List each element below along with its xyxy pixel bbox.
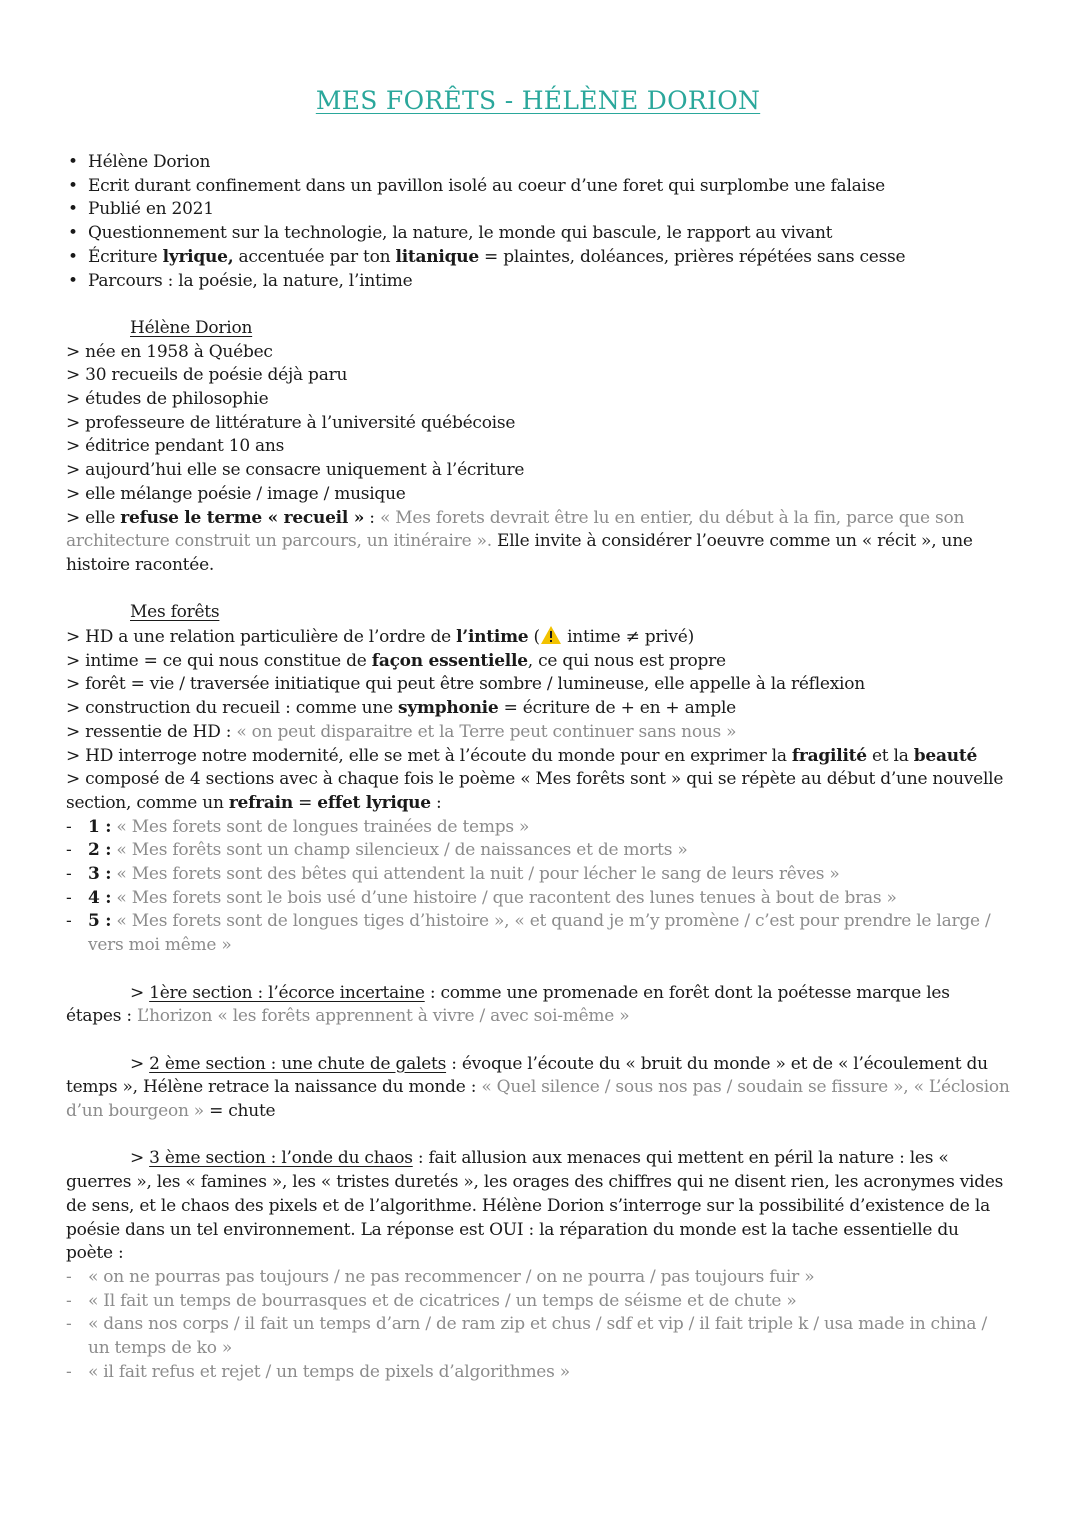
text-run: > construction du recueil : comme une bbox=[66, 698, 399, 719]
section-title: 2 ème section : une chute de galets bbox=[149, 1053, 447, 1074]
text-run: intime ≠ privé) bbox=[561, 627, 694, 648]
quote-text: « on peut disparaitre et la Terre peut continuer sans nous » bbox=[236, 721, 737, 742]
bio-line: > études de philosophie bbox=[66, 389, 269, 410]
section-3-quotes bbox=[66, 1266, 1010, 1385]
text-run: Elle invite à considérer l’oeuvre comme un « récit », une histoire racontée. bbox=[66, 531, 973, 575]
quote-text: « Quel silence / sous nos pas / soudain se fissure », « L’éclosion d’un bourgeon » bbox=[66, 1077, 1010, 1122]
bio-line: > née en 1958 à Québec bbox=[66, 341, 273, 362]
text-run: > bbox=[130, 982, 150, 1003]
bold-text: litanique bbox=[395, 246, 479, 267]
quote-text: L’horizon « les forêts apprennent à vivre / avec soi-même » bbox=[136, 1006, 630, 1027]
text-run: > composé de 4 sections avec à chaque fois le poème « Mes forêts sont » qui se répète au début d’une nouvelle section, comme un bbox=[66, 769, 1004, 813]
bold-text: refrain bbox=[228, 792, 293, 813]
list-item bbox=[66, 839, 1010, 863]
item-number: 3 : bbox=[88, 864, 112, 885]
text-run: accentuée par ton bbox=[233, 246, 396, 267]
list-item: - « il fait refus et rejet / un temps de pixels d’algorithmes » bbox=[66, 1361, 1010, 1385]
item-number: 5 : bbox=[88, 911, 112, 932]
text-run: > HD interroge notre modernité, elle se met à l’écoute du monde pour en exprimer la bbox=[66, 745, 792, 766]
list-item: • Publié en 2021 bbox=[66, 198, 1010, 222]
bio-line: > aujourd’hui elle se consacre uniquement à l’écriture bbox=[66, 460, 525, 481]
text-run: : comme une promenade en forêt dont la poétesse marque les étapes : bbox=[66, 982, 950, 1027]
item-number: 2 : bbox=[88, 840, 112, 861]
bold-text: beauté bbox=[913, 745, 978, 766]
forets-line bbox=[66, 697, 1010, 721]
list-item: • Hélène Dorion bbox=[66, 151, 1010, 175]
bold-text: symphonie bbox=[398, 698, 499, 719]
item-number: 4 : bbox=[88, 887, 112, 908]
forets-line bbox=[66, 650, 1010, 674]
item-number: 1 : bbox=[88, 816, 112, 837]
forets-items bbox=[66, 816, 1010, 958]
list-item: • Parcours : la poésie, la nature, l’intime bbox=[66, 270, 1010, 294]
forets-heading: Mes forêts bbox=[130, 602, 220, 623]
text-run: : bbox=[430, 792, 442, 813]
list-item bbox=[66, 816, 1010, 840]
bio-line: > professeure de littérature à l’université québécoise bbox=[66, 412, 516, 433]
section-title: 1ère section : l’écorce incertaine bbox=[149, 982, 425, 1003]
forets-line bbox=[66, 625, 1010, 650]
text-run: : évoque l’écoute du « bruit du monde » et de « l’écoulement du temps », Hélène retrace la naissance du monde : bbox=[66, 1053, 988, 1098]
text-run: = chute bbox=[203, 1101, 276, 1122]
list-item bbox=[66, 887, 1010, 911]
quote-text: « Mes forets sont le bois usé d’une histoire / que racontent des lunes tenues à bout de bras » bbox=[111, 887, 897, 908]
text-run: ( bbox=[528, 627, 540, 648]
list-item bbox=[66, 246, 1010, 270]
quote-text: « Mes forets sont de longues trainées de temps » bbox=[111, 816, 530, 837]
text-run: = plaintes, doléances, prières répétées sans cesse bbox=[478, 246, 906, 267]
bold-text: lyrique, bbox=[162, 246, 234, 267]
bold-text: fragilité bbox=[791, 745, 867, 766]
section-3-paragraph bbox=[66, 1147, 1010, 1266]
text-run: > ressentie de HD : bbox=[66, 721, 237, 742]
forets-line: > forêt = vie / traversée initiatique qui peut être sombre / lumineuse, elle appelle à la réflexion bbox=[66, 674, 865, 695]
forets-line bbox=[66, 745, 1010, 769]
bold-text: effet lyrique bbox=[317, 792, 431, 813]
section-2-paragraph bbox=[66, 1053, 1010, 1124]
bio-line: > elle mélange poésie / image / musique bbox=[66, 483, 406, 504]
text-run: > bbox=[130, 1053, 150, 1074]
text-run: > elle bbox=[66, 507, 121, 528]
text-run: = écriture de + en + ample bbox=[498, 698, 736, 719]
text-run: Écriture bbox=[88, 246, 163, 267]
forets-line bbox=[66, 721, 1010, 745]
text-run: > intime = ce qui nous constitue de bbox=[66, 650, 372, 671]
bold-text: l’intime bbox=[456, 627, 529, 648]
list-item bbox=[66, 863, 1010, 887]
section-title: 3 ème section : l’onde du chaos bbox=[149, 1148, 413, 1169]
list-item: - « Il fait un temps de bourrasques et de cicatrices / un temps de séisme et de chute » bbox=[66, 1290, 1010, 1314]
list-item: • Ecrit durant confinement dans un pavillon isolé au coeur d’une foret qui surplombe une falaise bbox=[66, 175, 1010, 199]
quote-text: « Mes forets sont des bêtes qui attendent la nuit / pour lécher le sang de leurs rêves » bbox=[111, 864, 840, 885]
quote-text: « Mes forets devrait être lu en entier, du début à la fin, parce que son architecture construit un parcours, un itinéraire ». bbox=[66, 507, 965, 552]
bold-text: refuse le terme « recueil » bbox=[120, 507, 365, 528]
text-run: > HD a une relation particulière de l’ordre de bbox=[66, 627, 457, 648]
bold-text: façon essentielle bbox=[371, 650, 528, 671]
text-run: et la bbox=[866, 745, 914, 766]
bio-line: > 30 recueils de poésie déjà paru bbox=[66, 365, 348, 386]
list-item: - « on ne pourras pas toujours / ne pas recommencer / on ne pourra / pas toujours fuir » bbox=[66, 1266, 1010, 1290]
intro-bullets bbox=[66, 151, 1010, 293]
text-run: > bbox=[130, 1148, 150, 1169]
bio-line: > éditrice pendant 10 ans bbox=[66, 436, 285, 457]
forets-line bbox=[66, 768, 1010, 815]
text-run: : fait allusion aux menaces qui mettent en péril la nature : les « guerres », les « famines », les « tristes duretés », les orages des chiffres qui ne disent rien, les acronymes vides de sens, et le chaos des pixels et de l’algorithme. Hélène Dorion s’interroge sur la possibilité d’existence de la poésie dans un tel environnement. La réponse est OUI : la réparation du monde est la tache essentielle du poète : bbox=[66, 1148, 1004, 1264]
list-item: - « dans nos corps / il fait un temps d’arn / de ram zip et chus / sdf et vip / il fait triple k / usa made in china / un temps de ko » bbox=[66, 1313, 1010, 1360]
quote-text: « Mes forêts sont un champ silencieux / de naissances et de morts » bbox=[111, 840, 688, 861]
list-item bbox=[66, 910, 1010, 957]
document-body bbox=[66, 151, 1010, 1384]
bio-refuse-paragraph bbox=[66, 507, 1010, 578]
text-run: : bbox=[364, 507, 380, 528]
text-run: = bbox=[292, 792, 318, 813]
page-title: MES FORÊTS - HÉLÈNE DORION bbox=[315, 86, 761, 115]
quote-text: « Mes forets sont de longues tiges d’histoire », « et quand je m’y promène / c’est pour prendre le large / vers moi même » bbox=[88, 911, 991, 956]
bio-heading: Hélène Dorion bbox=[130, 317, 253, 338]
list-item: • Questionnement sur la technologie, la nature, le monde qui bascule, le rapport au vivant bbox=[66, 222, 1010, 246]
text-run: , ce qui nous est propre bbox=[527, 650, 726, 671]
warning-icon bbox=[540, 625, 562, 645]
section-1-paragraph bbox=[66, 982, 1010, 1029]
